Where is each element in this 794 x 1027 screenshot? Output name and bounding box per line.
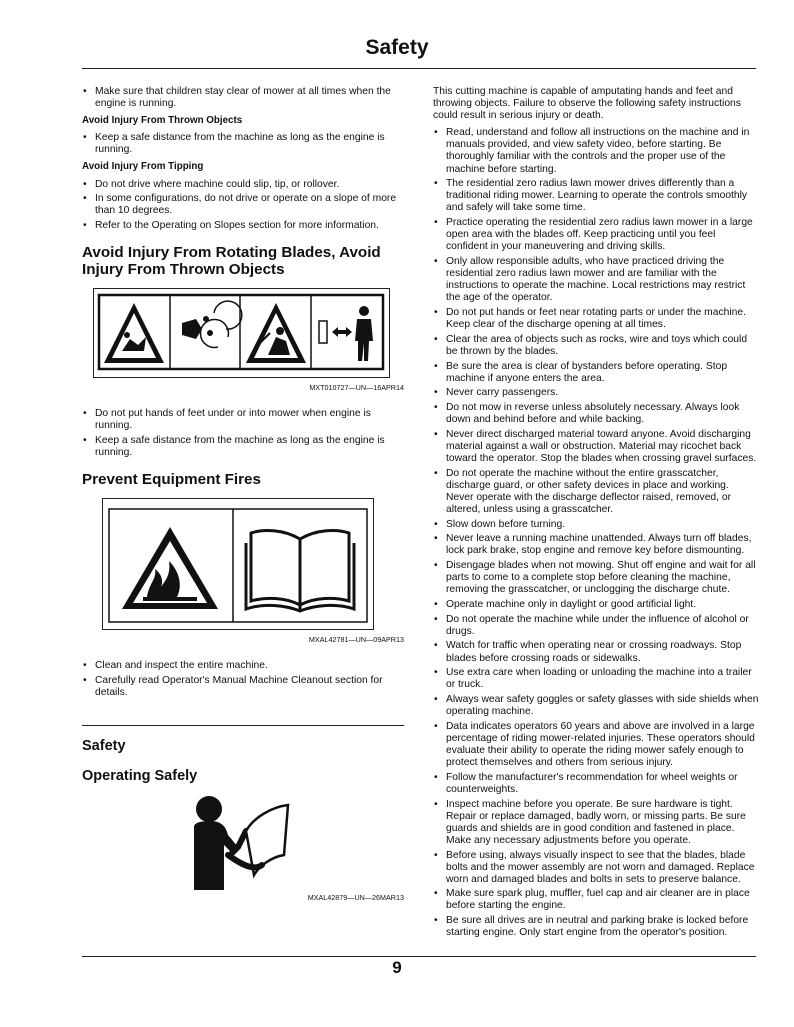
list-item: • Disengage blades when not mowing. Shut off engine and wait for all parts to come to a complete stop before cleaning the machine, removing the grasscatcher, or unclogging the discharge chute. xyxy=(433,560,759,596)
list-item: • Never leave a running machine unattended. Always turn off blades, lock park brake, stop engine and remove key before dismounting. xyxy=(433,533,759,557)
left-column xyxy=(82,86,404,904)
page-title: Safety xyxy=(365,36,429,59)
figure-code: MXT010727—UN—16APR14 xyxy=(309,383,404,393)
blade-warning-figure xyxy=(93,288,390,378)
thrown-objects-list xyxy=(82,132,404,156)
section-divider xyxy=(82,725,404,726)
list-item: • Do not operate the machine without the entire grasscatcher, discharge guard, or other safety devices in place and working. Never operate with the discharge deflector raised, removed, or altered, unless using a grasscatcher. xyxy=(433,468,759,516)
list-item: • Refer to the Operating on Slopes section for more information. xyxy=(82,220,404,232)
operating-safely-figure xyxy=(192,795,292,890)
thrown-objects-heading: Avoid Injury From Thrown Objects xyxy=(82,115,243,127)
tipping-list xyxy=(82,179,404,233)
footer-rule xyxy=(82,956,756,957)
list-item: • Only allow responsible adults, who have practiced driving the residential zero radius lawn mower and are familiar with the instructions to operate the machine. Local restrictions may restrict the age of the operator. xyxy=(433,256,759,304)
list-item: • Operate machine only in daylight or good artificial light. xyxy=(433,599,759,611)
list-item: • Make sure spark plug, muffler, fuel cap and air cleaner are in place before starting the engine. xyxy=(433,888,759,912)
fires-list xyxy=(82,660,404,699)
rotating-blade-hand-icon xyxy=(182,301,242,347)
fire-warning-figure xyxy=(102,498,374,630)
person-reading-manual-icon xyxy=(192,795,292,890)
operating-safely-heading: Operating Safely xyxy=(82,768,198,785)
warning-triangle-thrown-object-icon xyxy=(104,303,164,363)
list-item: • Follow the manufacturer's recommendation for wheel weights or counterweights. xyxy=(433,772,759,796)
list-item: • Do not operate the machine while under the influence of alcohol or drugs. xyxy=(433,614,759,638)
open-book-manual-icon xyxy=(246,531,354,611)
right-column xyxy=(433,86,759,942)
blades-section-heading: Avoid Injury From Rotating Blades, Avoid Injury From Thrown Objects xyxy=(82,244,381,279)
list-item: • Do not put hands or feet near rotating parts or under the machine. Keep clear of the discharge opening at all times. xyxy=(433,307,759,331)
list-item: • Keep a safe distance from the machine as long as the engine is running. xyxy=(82,132,404,156)
list-item: • Practice operating the residential zero radius lawn mower in a large open area with the blades off. Keep practicing until you feel confident in your maneuvering and driving skills. xyxy=(433,217,759,253)
list-item: • Be sure the area is clear of bystanders before operating. Stop machine if anyone enters the area. xyxy=(433,361,759,385)
list-item: • Do not drive where machine could slip, tip, or rollover. xyxy=(82,179,404,191)
list-item: • Be sure all drives are in neutral and parking brake is locked before starting engine. Only start engine from the operator's position. xyxy=(433,915,759,939)
list-item: • Watch for traffic when operating near or crossing roadways. Stop blades before crossing roads or sidewalks. xyxy=(433,640,759,664)
list-item: • Slow down before turning. xyxy=(433,519,759,531)
figure-code: MXAL42781—UN—09APR13 xyxy=(308,635,404,645)
list-item: • Inspect machine before you operate. Be sure hardware is tight. Repair or replace damaged, badly worn, or missing parts. Be sure guards and shields are in good condition and fastened in place. Make any necessary adjustments before you operate. xyxy=(433,799,759,847)
warning-triangle-blade-icon xyxy=(246,303,306,363)
fires-section-heading: Prevent Equipment Fires xyxy=(82,471,261,489)
list-item: • Always wear safety goggles or safety glasses with side shields when operating machine. xyxy=(433,694,759,718)
keep-distance-person-icon xyxy=(319,306,373,361)
list-item: • Clear the area of objects such as rocks, wire and toys which could be thrown by the blades. xyxy=(433,334,759,358)
figure-code: MXAL42879—UN—26MAR13 xyxy=(307,893,404,903)
list-item: • Do not mow in reverse unless absolutely necessary. Always look down and behind before and while backing. xyxy=(433,402,759,426)
tipping-heading: Avoid Injury From Tipping xyxy=(82,161,204,173)
blade-warning-decal xyxy=(94,289,389,377)
list-item: • Never direct discharged material toward anyone. Avoid discharging material against a wall or obstruction. Material may ricochet back toward the operator. Stop the blades when crossing gravel surfaces. xyxy=(433,429,759,465)
safety-section-heading: Safety xyxy=(82,738,126,755)
operating-safely-list xyxy=(433,127,759,939)
fire-warning-triangle-icon xyxy=(122,527,218,609)
list-item: • Clean and inspect the entire machine. xyxy=(82,660,404,672)
list-item: • In some configurations, do not drive or operate on a slope of more than 10 degrees. xyxy=(82,193,404,217)
fire-warning-decal xyxy=(103,499,373,629)
header-rule xyxy=(82,68,756,69)
list-item: • Do not put hands of feet under or into mower when engine is running. xyxy=(82,408,404,432)
page-number: 9 xyxy=(392,958,402,977)
list-item: • Before using, always visually inspect to see that the blades, blade bolts and the mower assembly are not worn and damaged. Replace worn and damaged blades and bolts in sets to preserve balance. xyxy=(433,850,759,886)
top-bullet-list xyxy=(82,86,404,110)
list-item: • Use extra care when loading or unloading the machine into a trailer or truck. xyxy=(433,667,759,691)
blades-list xyxy=(82,408,404,459)
list-item: • Carefully read Operator's Manual Machine Cleanout section for details. xyxy=(82,675,404,699)
intro-paragraph: This cutting machine is capable of amputating hands and feet and throwing objects. Failure to observe the following safety instructions could result in serious injury or death. xyxy=(433,86,741,122)
list-item: • Never carry passengers. xyxy=(433,387,759,399)
list-item: • The residential zero radius lawn mower drives differently than a traditional riding mower. Learning to operate the controls smoothly and safely will take some time. xyxy=(433,178,759,214)
list-item: • Data indicates operators 60 years and above are involved in a large percentage of riding mower-related injuries. These operators should evaluate their ability to operate the riding mower safely enough to protect themselves and others from serious injury. xyxy=(433,721,759,769)
list-item: • Read, understand and follow all instructions on the machine and in manuals provided, and view safety video, before starting. Be thoroughly familiar with the controls and the proper use of the machine before starting. xyxy=(433,127,759,175)
list-item: • Keep a safe distance from the machine as long as the engine is running. xyxy=(82,435,404,459)
list-item: • Make sure that children stay clear of mower at all times when the engine is running. xyxy=(82,86,404,110)
